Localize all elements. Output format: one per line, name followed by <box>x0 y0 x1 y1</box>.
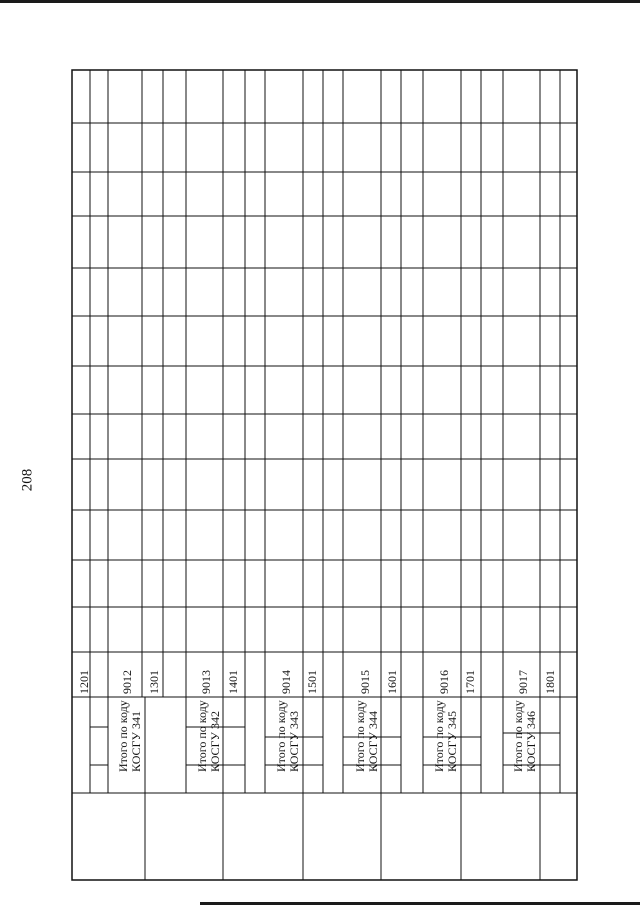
label-column-rules <box>72 697 577 793</box>
code-1801: 1801 <box>543 670 557 694</box>
code-9013: 9013 <box>199 670 213 694</box>
total-label-343: Итого по коду <box>274 700 288 772</box>
kosgu-342: КОСГУ 342 <box>208 711 222 772</box>
kosgu-345: КОСГУ 345 <box>445 711 459 772</box>
code-9016: 9016 <box>437 670 451 694</box>
total-label-346: Итого по коду <box>511 700 525 772</box>
total-label-344: Итого по коду <box>353 700 367 772</box>
total-label-341: Итого по коду <box>116 700 130 772</box>
code-1201: 1201 <box>77 670 91 694</box>
table-row-lines <box>90 70 560 880</box>
code-1701: 1701 <box>463 670 477 694</box>
kosgu-343: КОСГУ 343 <box>287 711 301 772</box>
kosgu-346: КОСГУ 346 <box>524 711 538 772</box>
code-9012: 9012 <box>120 670 134 694</box>
kosgu-341: КОСГУ 341 <box>129 711 143 772</box>
code-1501: 1501 <box>305 670 319 694</box>
total-label-345: Итого по коду <box>432 700 446 772</box>
code-1401: 1401 <box>226 670 240 694</box>
total-label-342: Итого по коду <box>195 700 209 772</box>
code-9014: 9014 <box>279 670 293 694</box>
page-number: 208 <box>19 468 36 492</box>
table-frame <box>72 70 577 880</box>
code-9017: 9017 <box>516 670 530 694</box>
value-column-lines <box>72 123 577 652</box>
code-9015: 9015 <box>358 670 372 694</box>
code-1601: 1601 <box>385 670 399 694</box>
code-1301: 1301 <box>147 670 161 694</box>
kosgu-344: КОСГУ 344 <box>366 711 380 772</box>
